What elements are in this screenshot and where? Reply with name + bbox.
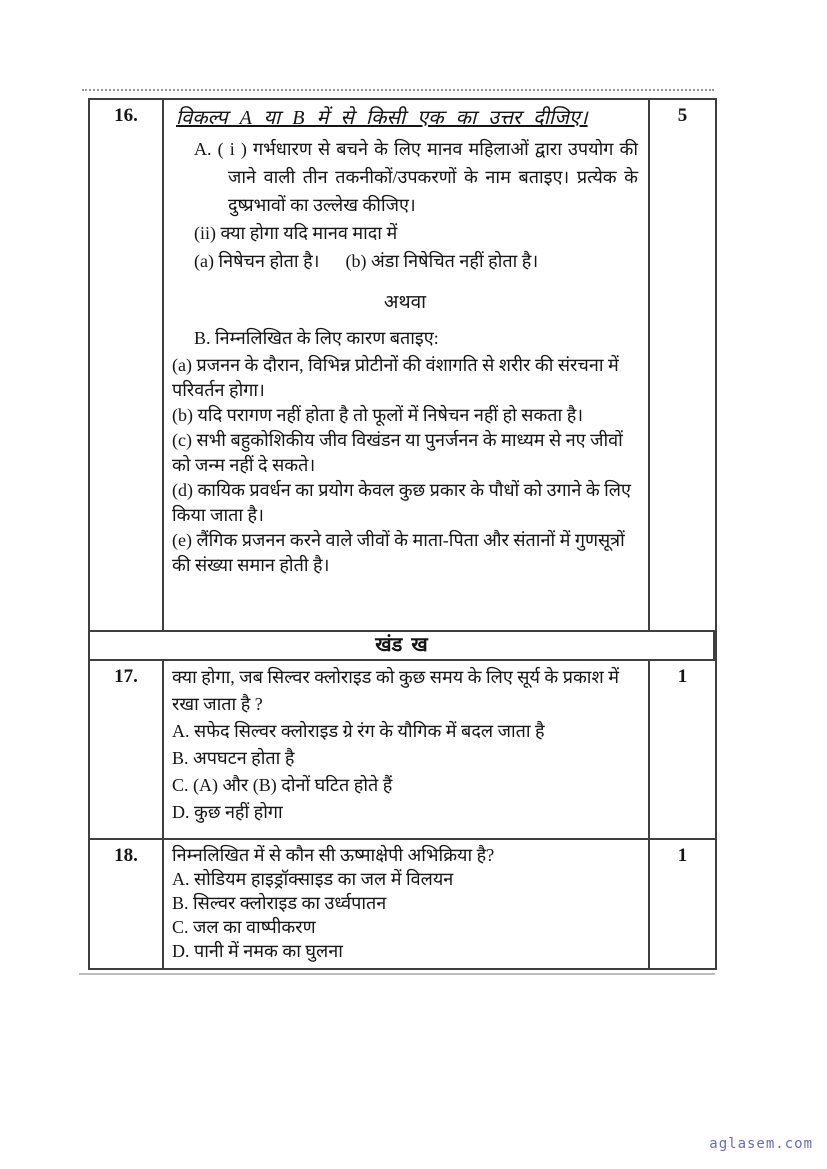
q18-text-cell: [164, 840, 650, 968]
q16-option-b-item: (e) लैंगिक प्रजनन करने वाले जीवों के माता-पिता और संतानों में गुणसूत्रों की संख्या समान होती है।: [172, 530, 625, 575]
q17-text-cell: [164, 661, 650, 840]
q18-option-d: D. पानी में नमक का घुलना: [172, 941, 343, 961]
q16-marks: 5: [650, 100, 715, 632]
q16-option-b-intro: B. निम्नलिखित के लिए कारण बताइए:: [194, 328, 439, 348]
q16-text-cell: [164, 100, 650, 632]
scan-artifact-bottom-line: [79, 973, 715, 975]
q17-marks: 1: [650, 661, 715, 840]
q17-option-b: B. अपघटन होता है: [172, 748, 295, 768]
q17-number: 17.: [90, 661, 164, 840]
q17-question: क्या होगा, जब सिल्वर क्लोराइड को कुछ समय के लिए सूर्य के प्रकाश में रखा जाता है ?: [172, 667, 619, 714]
q16-number: 16.: [90, 100, 164, 632]
q18-question: निम्नलिखित में से कौन सी ऊष्माक्षेपी अभिक्रिया है?: [172, 845, 495, 865]
q16-option-a-intro: A. ( i ) गर्भधारण से बचने के लिए मानव महिलाओं द्वारा उपयोग की जाने वाली तीन तकनीकों/उपकरणों के नाम बताइए। प्रत्येक के दुष्प्रभावों का उल्लेख कीजिए।: [194, 139, 638, 215]
q16-option-a-part-ii: (ii) क्या होगा यदि मानव मादा में: [194, 223, 398, 243]
q16-option-b-item: (d) कायिक प्रवर्धन का प्रयोग केवल कुछ प्रकार के पौधों को उगाने के लिए किया जाता है।: [172, 480, 631, 525]
q16-title: विकल्प A या B में से किसी एक का उत्तर दीजिए।: [176, 107, 588, 129]
q17-option-c: C. (A) और (B) दोनों घटित होते हैं: [172, 775, 393, 795]
q18-marks: 1: [650, 840, 715, 968]
q16-option-a-subparts: [194, 247, 638, 275]
q16-or-label: अथवा: [383, 292, 427, 313]
q16-subpart-b: (b) अंडा निषेचित नहीं होता है।: [345, 251, 539, 271]
q18-option-c: C. जल का वाष्पीकरण: [172, 917, 316, 937]
question-table: [88, 98, 717, 970]
q16-option-b-item: (c) सभी बहुकोशिकीय जीव विखंडन या पुनर्जनन के माध्यम से नए जीवों को जन्म नहीं दे सकते।: [172, 430, 623, 475]
q18-number: 18.: [90, 840, 164, 968]
q18-option-b: B. सिल्वर क्लोराइड का उर्ध्वपातन: [172, 893, 387, 913]
q16-option-b-item: (a) प्रजनन के दौरान, विभिन्न प्रोटीनों की वंशागति से शरीर की संरचना में परिवर्तन होगा।: [172, 355, 619, 400]
q16-option-b-item: (b) यदि परागण नहीं होता है तो फूलों में निषेचन नहीं हो सकता है।: [172, 405, 584, 425]
q18-option-a: A. सोडियम हाइड्रॉक्साइड का जल में विलयन: [172, 869, 454, 889]
section-b-header: खंड ख: [90, 632, 715, 661]
q17-option-d: D. कुछ नहीं होगा: [172, 802, 283, 822]
q17-option-a: A. सफेद सिल्वर क्लोराइड ग्रे रंग के यौगिक में बदल जाता है: [172, 721, 545, 741]
aglasem-watermark: aglasem.com: [709, 1136, 813, 1152]
scan-artifact-top-line: [82, 89, 714, 91]
q16-subpart-a: (a) निषेचन होता है।: [194, 251, 320, 271]
